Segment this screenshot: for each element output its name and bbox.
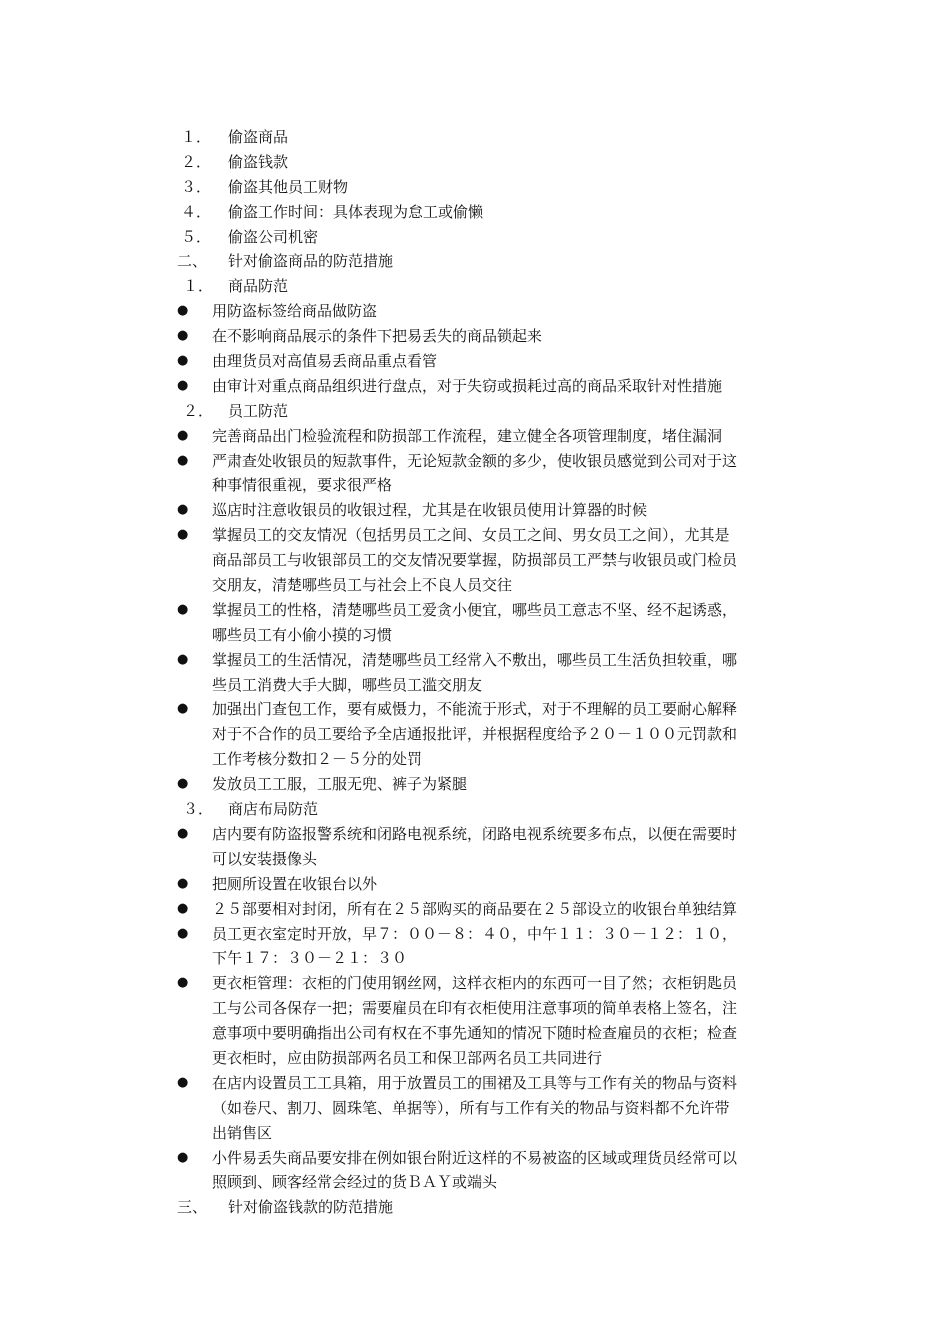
continuation-text: 工与公司各保存一把；需要雇员在印有衣柜使用注意事项的简单表格上签名，注: [212, 999, 738, 1018]
item-text: 由审计对重点商品组织进行盘点，对于失窃或损耗过高的商品采取针对性措施: [212, 376, 723, 395]
item-text: 把厕所设置在收银台以外: [212, 874, 378, 893]
bullet-icon: ●: [177, 502, 189, 518]
bullet-icon: ●: [177, 601, 189, 617]
bullet-icon: ●: [177, 825, 189, 841]
continuation-line: [0, 623, 950, 648]
continuation-line: [0, 673, 950, 698]
bullet-icon: ●: [177, 651, 189, 667]
item-text: 在店内设置员工工具箱，用于放置员工的围裙及工具等与工作有关的物品与资料: [212, 1073, 738, 1092]
item-marker: ５．: [181, 227, 212, 246]
continuation-line: [0, 946, 950, 971]
subsection-heading: [0, 399, 950, 424]
bullet-icon: ●: [177, 900, 189, 916]
item-marker: ４．: [181, 202, 212, 221]
item-text: 掌握员工的性格，清楚哪些员工爱贪小便宜，哪些员工意志不坚、经不起诱惑，: [212, 600, 738, 619]
continuation-text: 下午１７：３０－２１：３０: [212, 949, 408, 968]
item-text: 掌握员工的生活情况，清楚哪些员工经常入不敷出，哪些员工生活负担较重，哪: [212, 650, 738, 669]
item-text: 偷盗公司机密: [228, 227, 319, 246]
continuation-text: 更衣柜时，应由防损部两名员工和保卫部两名员工共同进行: [212, 1048, 603, 1067]
bullet-icon: ●: [177, 377, 189, 393]
item-text: 偷盗其他员工财物: [228, 177, 349, 196]
continuation-text: 交朋友，清楚哪些员工与社会上不良人员交往: [212, 576, 513, 595]
continuation-text: 对于不合作的员工要给予全店通报批评，并根据程度给予２０－１００元罚款和: [212, 725, 738, 744]
continuation-text: 可以安装摄像头: [212, 849, 318, 868]
bullet-icon: ●: [177, 427, 189, 443]
continuation-line: [0, 847, 950, 872]
continuation-line: [0, 473, 950, 498]
bullet-item: [0, 1071, 950, 1096]
subsection-heading: [0, 274, 950, 299]
bullet-item: [0, 424, 950, 449]
item-text: 严肃查处收银员的短款事件，无论短款金额的多少，使收银员感觉到公司对于这: [212, 451, 738, 470]
continuation-text: 种事情很重视，要求很严格: [212, 476, 393, 495]
continuation-line: [0, 1121, 950, 1146]
bullet-icon: ●: [177, 776, 189, 792]
item-text: 小件易丢失商品要安排在例如银台附近这样的不易被盗的区域或理货员经常可以: [212, 1148, 738, 1167]
item-text: 发放员工工服，工服无兜、裤子为紧腿: [212, 775, 468, 794]
section-heading: [0, 249, 950, 274]
bullet-item: [0, 523, 950, 548]
item-text: 由理货员对高值易丢商品重点看管: [212, 352, 438, 371]
item-text: 掌握员工的交友情况（包括男员工之间、女员工之间、男女员工之间），尤其是: [212, 526, 730, 545]
continuation-text: 些员工消费大手大脚，哪些员工滥交朋友: [212, 675, 483, 694]
bullet-item: [0, 349, 950, 374]
item-text: 针对偷盗钱款的防范措施: [228, 1198, 394, 1217]
bullet-icon: ●: [177, 353, 189, 369]
bullet-icon: ●: [177, 303, 189, 319]
bullet-item: [0, 822, 950, 847]
continuation-text: 意事项中要明确指出公司有权在不事先通知的情况下随时检查雇员的衣柜；检查: [212, 1024, 738, 1043]
bullet-item: [0, 374, 950, 399]
item-text: 针对偷盗商品的防范措施: [228, 252, 394, 271]
bullet-icon: ●: [177, 328, 189, 344]
continuation-text: （如卷尺、割刀、圆珠笔、单据等），所有与工作有关的物品与资料都不允许带: [212, 1098, 730, 1117]
continuation-text: 照顾到、顾客经常会经过的货ＢＡＹ或端头: [212, 1173, 498, 1192]
item-text: 店内要有防盗报警系统和闭路电视系统，闭路电视系统要多布点，以便在需要时: [212, 824, 738, 843]
continuation-line: [0, 1021, 950, 1046]
numbered-item: [0, 225, 950, 250]
item-text: 更衣柜管理：衣柜的门使用钢丝网，这样衣柜内的东西可一目了然；衣柜钥匙员: [212, 974, 738, 993]
continuation-line: [0, 1046, 950, 1071]
item-text: 员工防范: [228, 401, 289, 420]
continuation-line: [0, 573, 950, 598]
item-marker: ２．: [183, 401, 214, 420]
item-marker: １．: [181, 128, 212, 146]
continuation-line: [0, 548, 950, 573]
bullet-item: [0, 897, 950, 922]
item-text: 加强出门查包工作，要有威慑力，不能流于形式，对于不理解的员工要耐心解释: [212, 700, 738, 719]
bullet-item: [0, 772, 950, 797]
item-text: ２５部要相对封闭，所有在２５部购买的商品要在２５部设立的收银台单独结算: [212, 899, 738, 918]
item-marker: ３．: [181, 177, 212, 196]
bullet-item: [0, 872, 950, 897]
bullet-item: [0, 697, 950, 722]
numbered-item: [0, 150, 950, 175]
document-body: [0, 125, 950, 1220]
continuation-text: 工作考核分数扣２－５分的处罚: [212, 750, 423, 769]
bullet-icon: ●: [177, 452, 189, 468]
item-marker: 三、: [177, 1198, 208, 1217]
bullet-icon: ●: [177, 925, 189, 941]
bullet-item: [0, 598, 950, 623]
bullet-item: [0, 922, 950, 947]
item-text: 完善商品出门检验流程和防损部工作流程，建立健全各项管理制度，堵住漏洞: [212, 426, 723, 445]
continuation-line: [0, 1096, 950, 1121]
continuation-line: [0, 747, 950, 772]
bullet-item: [0, 449, 950, 474]
numbered-item: [0, 125, 950, 150]
continuation-line: [0, 722, 950, 747]
bullet-item: [0, 1146, 950, 1171]
continuation-line: [0, 996, 950, 1021]
item-text: 偷盗工作时间：具体表现为怠工或偷懒: [228, 202, 484, 221]
item-text: 巡店时注意收银员的收银过程，尤其是在收银员使用计算器的时候: [212, 501, 648, 520]
continuation-text: 哪些员工有小偷小摸的习惯: [212, 625, 393, 644]
continuation-text: 出销售区: [212, 1123, 273, 1142]
bullet-item: [0, 648, 950, 673]
item-text: 偷盗钱款: [228, 152, 289, 171]
item-text: 商店布局防范: [228, 800, 319, 819]
numbered-item: [0, 175, 950, 200]
bullet-item: [0, 324, 950, 349]
bullet-item: [0, 498, 950, 523]
subsection-heading: [0, 797, 950, 822]
item-text: 员工更衣室定时开放，早７：００－８：４０，中午１１：３０－１２：１０，: [212, 924, 738, 943]
bullet-icon: ●: [177, 975, 189, 991]
bullet-item: [0, 299, 950, 324]
numbered-item: [0, 200, 950, 225]
section-heading: [0, 1195, 950, 1220]
bullet-item: [0, 971, 950, 996]
bullet-icon: ●: [177, 701, 189, 717]
item-text: 商品防范: [228, 277, 289, 296]
item-text: 在不影响商品展示的条件下把易丢失的商品锁起来: [212, 327, 543, 346]
item-marker: １．: [183, 277, 214, 296]
item-marker: ２．: [181, 152, 212, 171]
item-marker: ３．: [183, 800, 214, 819]
continuation-line: [0, 1170, 950, 1195]
bullet-icon: ●: [177, 1074, 189, 1090]
continuation-text: 商品部员工与收银部员工的交友情况要掌握，防损部员工严禁与收银员或门检员: [212, 551, 738, 570]
item-marker: 二、: [177, 252, 208, 271]
bullet-icon: ●: [177, 875, 189, 891]
item-text: 用防盗标签给商品做防盗: [212, 302, 378, 321]
bullet-icon: ●: [177, 1149, 189, 1165]
item-text: 偷盗商品: [228, 128, 289, 146]
bullet-icon: ●: [177, 527, 189, 543]
